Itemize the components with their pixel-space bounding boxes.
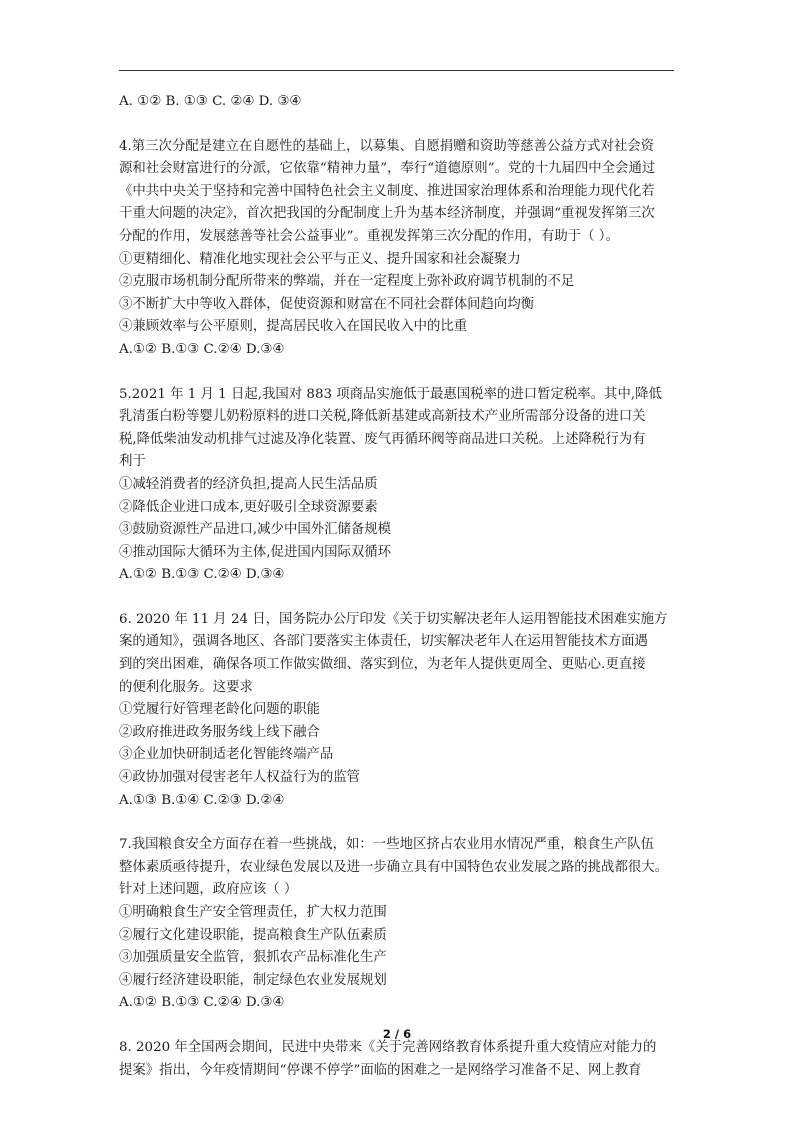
- question-block: [119, 384, 679, 587]
- question-line: ②履行文化建设职能，提高粮食生产队伍素质: [119, 927, 387, 943]
- question-line: 5.2021 年 1 月 1 日起,我国对 883 项商品实施低于最惠国税率的进口暂定税率。其中,降低: [119, 386, 662, 402]
- question-line: 税,降低柴油发动机排气过滤及净化装置、废气再循环阀等商品进口关税。上述降税行为有: [119, 431, 646, 447]
- question-list: [119, 136, 679, 1083]
- question-line: 案的通知》，强调各地区、各部门要落实主体责任，切实解决老年人在运用智能技术方面遇: [119, 634, 648, 650]
- question-line: 利于: [119, 454, 146, 470]
- page-body: [119, 91, 679, 1082]
- question-line: ①明确粮食生产安全管理责任，扩大权力范围: [119, 905, 387, 920]
- question-block: [119, 834, 679, 1015]
- question-line: 到的突出困难，确保各项工作做实做细、落实到位，为老年人提供更周全、更贴心.更直接: [119, 657, 646, 673]
- question-line: 分配的作用，发展慈善等社会公益事业”。重视发挥第三次分配的作用，有助于（ ）。: [119, 228, 619, 244]
- prev-question-options: A. ①② B. ①③ C. ②④ D. ③④: [119, 94, 302, 109]
- page-number: 2 / 6: [382, 1027, 412, 1041]
- question-line: ③加强质量安全监管，狠抓农产品标准化生产: [119, 950, 387, 966]
- question-line: ②降低企业进口成本,更好吸引全球资源要素: [119, 499, 378, 515]
- header-rule: [119, 70, 674, 71]
- question-line: ④推动国际大循环为主体,促进国内国际双循环: [119, 544, 392, 560]
- question-line: ①党履行好管理老龄化问题的职能: [119, 702, 320, 718]
- question-line: ④兼顾效率与公平原则，提高居民收入在国民收入中的比重: [119, 319, 468, 335]
- question-line: 乳清蛋白粉等婴儿奶粉原料的进口关税,降低新基建或高新技术产业所需部分设备的进口关: [119, 409, 646, 425]
- question-line: A.①② B.①③ C.②④ D.③④: [119, 341, 285, 357]
- question-line: 源和社会财富进行的分派，它依靠“精神力量”，奉行“道德原则”。党的十九届四中全会通过: [119, 161, 656, 177]
- question-block: [119, 609, 679, 812]
- question-line: 整体素质亟待提升，农业绿色发展以及进一步确立具有中国特色农业发展之路的挑战都很大。: [119, 859, 669, 875]
- question-line: 4.第三次分配是建立在自愿性的基础上，以募集、自愿捐赠和资助等慈善公益方式对社会资: [119, 138, 655, 154]
- question-block: [119, 1037, 679, 1082]
- question-line: ④政协加强对侵害老年人权益行为的监管: [119, 770, 361, 786]
- question-line: ④履行经济建设职能，制定绿色农业发展规划: [119, 972, 387, 988]
- question-line: ②政府推进政务服务线上线下融合: [119, 724, 320, 740]
- question-line: 8. 2020 年全国两会期间，民进中央带来《关于完善网络教育体系提升重大疫情应对能力的: [119, 1039, 657, 1055]
- question-line: ③不断扩大中等收入群体，促使资源和财富在不同社会群体间趋向均衡: [119, 296, 535, 312]
- question-line: 提案》指出，今年疫情期间“停课不停学”面临的困难之一是网络学习准备不足、网上教育: [119, 1062, 642, 1078]
- question-line: ①减轻消费者的经济负担,提高人民生活品质: [119, 476, 378, 492]
- question-line: ①更精细化、精准化地实现社会公平与正义、提升国家和社会凝聚力: [119, 251, 521, 267]
- question-line: 7.我国粮食安全方面存在着一些挑战，如：一些地区挤占农业用水情况严重，粮食生产队伍: [119, 837, 655, 853]
- question-line: ③企业加快研制适老化智能终端产品: [119, 747, 334, 763]
- question-line: 干重大问题的决定》，首次把我国的分配制度上升为基本经济制度，并强调“重视发挥第三次: [119, 206, 655, 222]
- question-line: 的便利化服务。这要求: [119, 679, 253, 695]
- question-line: A.①② B.①③ C.②④ D.③④: [119, 567, 285, 583]
- question-line: ②克服市场机制分配所带来的弊端，并在一定程度上弥补政府调节机制的不足: [119, 274, 575, 290]
- question-line: 针对上述问题，政府应该（ ）: [119, 882, 298, 898]
- question-line: 《中共中央关于坚持和完善中国特色社会主义制度、推进国家治理体系和治理能力现代化若: [119, 183, 655, 199]
- question-line: A.①② B.①③ C.②④ D.③④: [119, 995, 285, 1011]
- question-line: ③鼓励资源性产品进口,减少中国外汇储备规模: [119, 522, 392, 538]
- question-block: [119, 136, 679, 362]
- question-line: 6. 2020 年 11 月 24 日，国务院办公厅印发《关于切实解决老年人运用智能技术困难实施方: [119, 611, 668, 627]
- question-line: A.①③ B.①④ C.②③ D.②④: [119, 792, 285, 808]
